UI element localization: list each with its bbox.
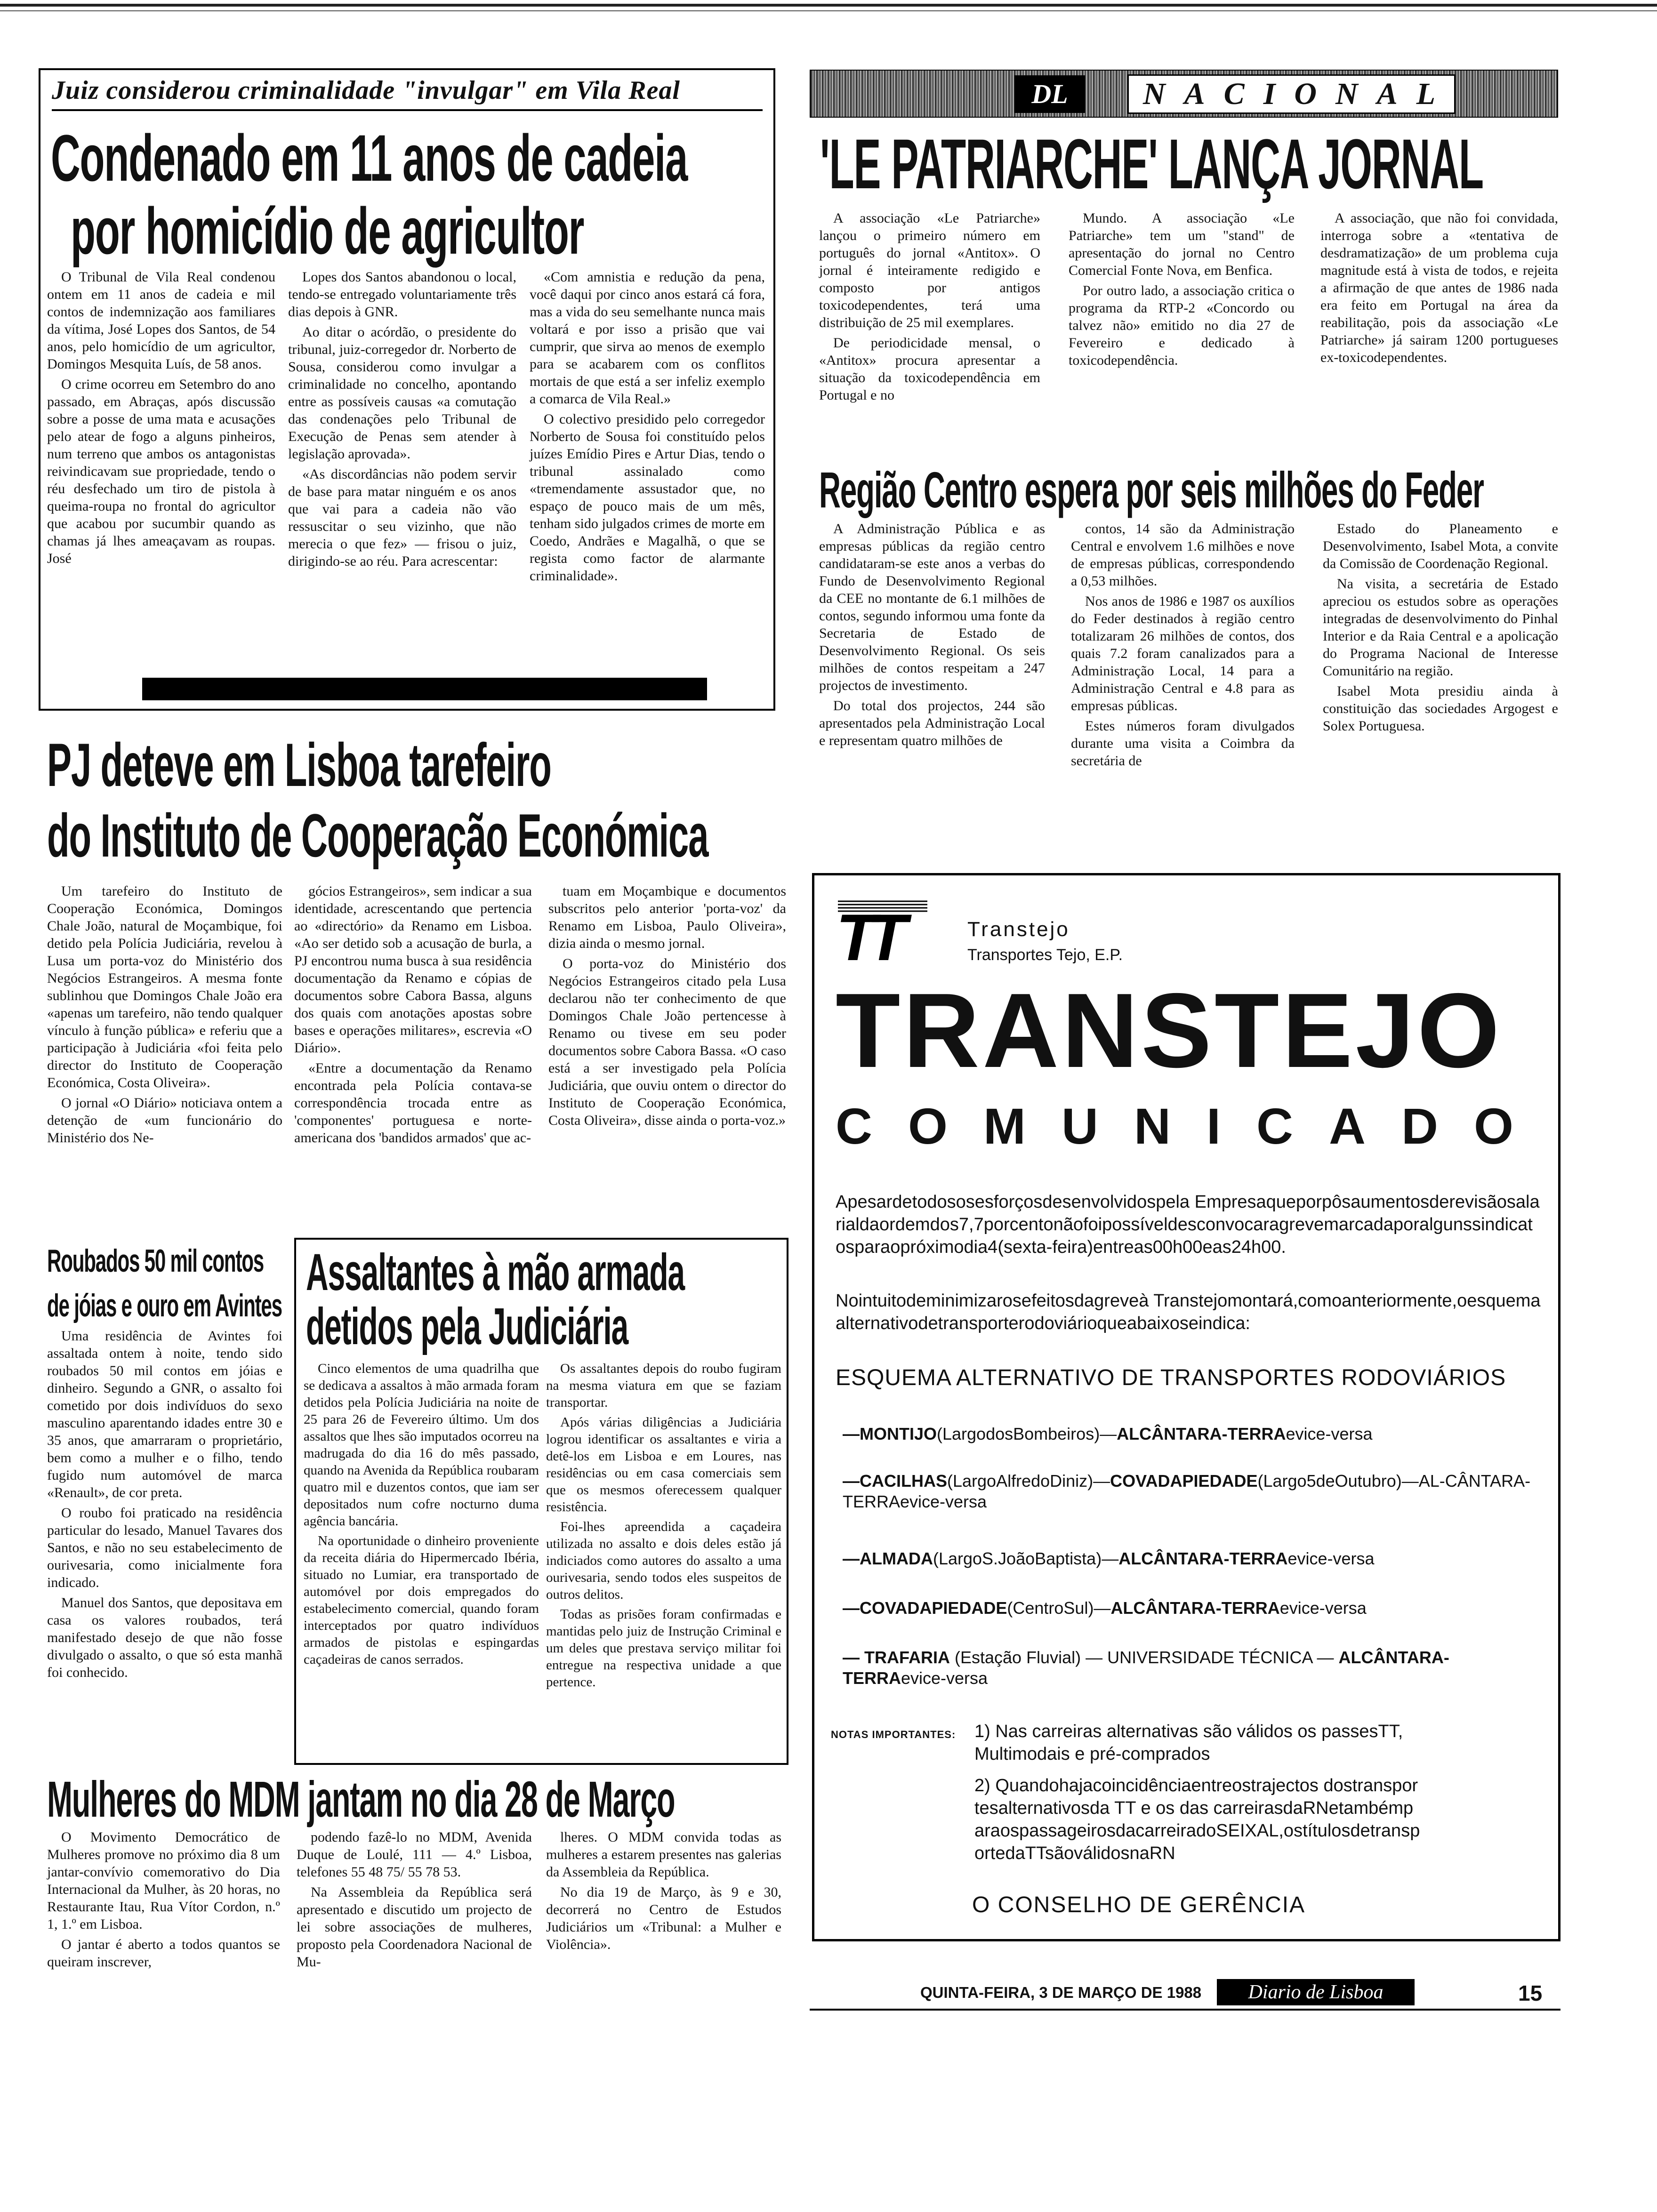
feder-col-2	[1071, 520, 1295, 772]
route-dest: ALCÂNTARA-TERRA	[1110, 1598, 1280, 1618]
pj-col-2	[294, 882, 532, 1149]
paragraph: Do total dos projectos, 244 são apresentados pela Administração Local e representam quatro milhões de	[819, 698, 1045, 748]
advert-paragraph-2: Nointuitodeminimizarosefeitosdagreveà Transtejomontará,comoanteriormente,oesquemaalternativodetransporterodoviárioqueabaixoseindica:	[836, 1291, 1541, 1333]
paragraph: O crime ocorreu em Setembro do ano passado, em Abraças, após discussão sobre a posse de uma mata e acusações pelo atear de fogo a alguns pinheiros, num terreno que ambos os antagonistas reivindicavam sue propriedade, tendo o réu desfechado um tiro de pistola à queima-roupa no frontal do agricultor que acabou por sucumbir quando as chamas já lhes ameaçavam as roupas. José	[47, 377, 275, 566]
paragraph: Após várias diligências a Judiciária logrou identificar os assaltantes e viria a detê-los em Lisboa e em Loures, nas residências ou em casa comerciais sem que os mesmos oferecessem qualquer resistência.	[546, 1415, 781, 1515]
pj-col-1	[47, 882, 282, 1149]
armed-col-2	[546, 1360, 781, 1693]
paragraph: Lopes dos Santos abandonou o local, tendo-se entregado voluntariamente três dias depois à GNR.	[288, 269, 516, 320]
route-montijo	[843, 1424, 1539, 1444]
paragraph: Estado do Planeamento e Desenvolvimento, Isabel Mota, a convite da Comissão de Coordenação Regional.	[1323, 521, 1558, 571]
scheme-title: ESQUEMA ALTERNATIVO DE TRANSPORTES RODOVIÁRIOS	[836, 1365, 1506, 1390]
paragraph: gócios Estrangeiros», sem indicar a sua identidade, acrescentando que pertencia ao «directório» da Renamo em Lisboa. «Ao ser detido sob a acusação de burla, a PJ encontrou numa busca à sua residência documentação da Renamo e cópias de documentos sobre Cabora Bassa, alguns dos quais com anotações apostas sobre bases e operações militares», escrevia «O Diário».	[294, 883, 532, 1056]
route-via: (Estação Fluvial) — UNIVERSIDADE TÉCNICA —	[950, 1648, 1339, 1667]
route-via: (LargodosBombeiros)—	[937, 1424, 1117, 1443]
paragraph: Um tarefeiro do Instituto de Cooperação Económica, Domingos Chale João, natural de Moçambique, foi detido pela Polícia Judiciária, revelou à Lusa um porta-voz do Ministério dos Negócios Estrangeiros. A mesma fonte sublinhou que Domingos Chale João era «apenas um tarefeiro, não tendo qualquer vínculo à função pública» e referiu que a participação à Judiciária «foi feita pelo director do Instituto de Cooperação Económica, Costa Oliveira».	[47, 883, 282, 1090]
armed-headline-2: detidos pela Judiciária	[306, 1298, 628, 1355]
paragraph: Na visita, a secretária de Estado apreciou os estudos sobre as operações integradas de desenvolvimento do Pinhal Interior e da Raia Central e a apolicação do Programa Nacional de Interesse Comunitário na região.	[1323, 576, 1558, 679]
mdm-col-1	[47, 1828, 280, 1973]
section-label	[1127, 74, 1456, 114]
page-number: 15	[1518, 1981, 1543, 2005]
pj-headline-2: do Instituto de Cooperação Económica	[47, 801, 708, 870]
route-via: (CentroSul)—	[1007, 1598, 1111, 1618]
paragraph: Cinco elementos de uma quadrilha que se dedicava a assaltos à mão armada foram detidos pela Polícia Judiciária na noite de 25 para 26 de Fevereiro último. Um dos assaltos que lhes são imputados ocorreu na madrugada do dia 16 do mês passado, quando na Avenida da República roubaram quatro mil e duzentos contos, que iam ser depositados num cofre nocturno duma agência bancária.	[304, 1361, 539, 1529]
footer-masthead: Diario de Lisboa	[1217, 1979, 1415, 2005]
route-dest: COVADAPIEDADE	[1110, 1471, 1258, 1491]
route-tail: evice-versa	[901, 1668, 988, 1688]
patriarche-col-3	[1320, 209, 1558, 369]
feder-col-3	[1323, 520, 1558, 737]
footer-rule	[810, 2009, 1560, 2011]
armed-col-1	[304, 1360, 539, 1671]
route-lead: — TRAFARIA	[843, 1648, 950, 1667]
route-lead: —ALMADA	[843, 1549, 933, 1568]
paragraph: Uma residência de Avintes foi assaltada ontem à noite, tendo sido roubados 50 mil contos em jóias e dinheiro. Segundo a GNR, o assalto foi cometido por dois indivíduos do sexo masculino aparentando idades entre 30 e 35 anos, que amarraram o proprietário, bem como a mulher e o filho, tendo fugido num automóvel de marca «Renault», de cor preta.	[47, 1328, 282, 1500]
logo-letters: TT	[836, 900, 898, 965]
note-2: 2) Quandohajacoincidênciaentreostrajectos dostransportesalternativosda TT e os das carreirasdaRNetambémparaospassageirosdacarreiradoSEIXAL,ostítulosdetransportedaTTsãoválidosnaRN	[974, 1776, 1420, 1863]
mdm-col-3	[546, 1828, 781, 1956]
dl-logo: DL	[1014, 75, 1085, 113]
paragraph: De periodicidade mensal, o «Antitox» procura apresentar a situação da toxicodependência em Portugal e no	[819, 335, 1040, 403]
route-dest: ALCÂNTARA-TERRA	[1118, 1549, 1288, 1568]
paragraph: A associação «Le Patriarche» lançou o primeiro número em português do jornal «Antitox». O jornal é inteiramente redigido e composto por antigos toxicodependentes, terá uma distribuição de 25 mil exemplares.	[819, 210, 1040, 330]
black-bar-rule	[142, 678, 707, 700]
paragraph: lheres. O MDM convida todas as mulheres a estarem presentes nas galerias da Assembleia da República.	[546, 1829, 781, 1880]
paragraph: O jantar é aberto a todos quantos se queiram inscrever,	[47, 1937, 280, 1970]
route-dest: ALCÂNTARA-TERRA	[843, 1648, 1449, 1688]
patriarche-col-1	[819, 209, 1040, 407]
patriarche-col-2	[1069, 209, 1295, 372]
crime-headline-1: Condenado em 11 anos de cadeia	[51, 121, 688, 195]
route-cova-da-piedade	[843, 1598, 1539, 1619]
paragraph: O colectivo presidido pelo corregedor Norberto de Sousa foi constituído pelos juízes Emídio Pires e Artur Dias, tendo o tribunal assinalado como «tremendamente assustador que, no espaço de pouco mais de um mês, tenham sido julgados crimes de morte em Coedo, Andrães e Magalhã, o que se regista como factor de alarmante criminalidade».	[530, 411, 765, 584]
route-lead: —COVADAPIEDADE	[843, 1598, 1007, 1618]
advert-title: TRANSTEJO	[836, 971, 1503, 1090]
route-via: (LargoAlfredoDiniz)—	[947, 1471, 1110, 1491]
top-rule	[0, 4, 1657, 7]
crime-col-3	[530, 268, 765, 587]
paragraph: Todas as prisões foram confirmadas e mantidas pelo juiz de Instrução Criminal e um deles que prestava serviço militar foi entregue na respectiva unidade a que pertence.	[546, 1607, 781, 1690]
advert-signature: O CONSELHO DE GERÊNCIA	[972, 1892, 1306, 1917]
robbery-headline-2: de jóias e ouro em Avintes	[47, 1288, 282, 1323]
feder-col-1	[819, 520, 1045, 752]
paragraph: «As discordâncias não podem servir de base para matar ninguém e os anos que vai para a cadeia não vão ressuscitar o seu vizinho, que não merecia o que fez» — frisou o juiz, dirigindo-se ao réu. Para acrescentar:	[288, 466, 516, 569]
paragraph: Ao ditar o acórdão, o presidente do tribunal, juiz-corregedor dr. Norberto de Sousa, considerou como invulgar a criminalidade no concelho, apontando entre as possíveis causas «a comutação das condenações pelo Tribunal de Execução de Penas sem atender à legislação aprovada».	[288, 324, 516, 462]
route-tail: evice-versa	[1279, 1598, 1367, 1618]
route-tail: evice-versa	[1287, 1549, 1375, 1568]
company-name: Transtejo	[967, 918, 1070, 941]
top-rule-thin	[0, 10, 1657, 11]
kicker-underline	[52, 109, 763, 111]
paragraph: Estes números foram divulgados durante uma visita a Coimbra da secretária de	[1071, 718, 1295, 769]
paragraph: No dia 19 de Março, às 9 e 30, decorrerá no Centro de Estudos Judiciários um «Tribunal: a Mulher e Violência».	[546, 1884, 781, 1952]
route-trafaria	[843, 1647, 1539, 1689]
company-fullname: Transportes Tejo, E.P.	[967, 946, 1123, 964]
mdm-headline: Mulheres do MDM jantam no dia 28 de Março	[47, 1771, 675, 1827]
mdm-col-2	[297, 1828, 532, 1973]
paragraph: A Administração Pública e as empresas públicas da região centro candidataram-se este anos a verbas do Fundo de Desenvolvimento Regional da CEE no montante de 6.1 milhões de contos, segundo informou uma fonte da Secretaria de Estado de Desenvolvimento Regional. Os seis milhões de contos respeitam a 247 projectos de investimento.	[819, 521, 1045, 693]
paragraph: tuam em Moçambique e documentos subscritos pelo anterior 'porta-voz' da Renamo em Lisboa, Paulo Oliveira», dizia ainda o mesmo jornal.	[548, 883, 786, 951]
paragraph: contos, 14 são da Administração Central e envolvem 1.6 milhões e nove de empresas públicas, correspondendo a 0,53 milhões.	[1071, 521, 1295, 589]
crime-headline-2: por homicídio de agricultor	[71, 194, 584, 268]
robbery-headline-1: Roubados 50 mil contos	[47, 1243, 264, 1279]
paragraph: Nos anos de 1986 e 1987 os auxílios do Feder destinados à região centro totalizaram 26 milhões de contos, dos quais 7.2 foram canalizados para a Administração Local, 14 para a Administração Central e 4.8 para as empresas públicas.	[1071, 593, 1295, 713]
paragraph: O porta-voz do Ministério dos Negócios Estrangeiros citado pela Lusa declarou não ter conhecimento de que Domingos Chale João pertencesse à Renamo ou tivese em seu poder documentos sobre Cabora Bassa. «O caso está a ser investigado pela Polícia Judiciária, que ouviu ontem o director do Instituto de Cooperação Económica, Costa Oliveira», disse ainda o porta-voz.»	[548, 956, 786, 1128]
section-label-text: NACIONAL	[1127, 74, 1456, 114]
pj-col-3	[548, 882, 786, 1132]
paragraph: Na Assembleia da República será apresentado e discutido um projecto de lei sobre associações de mulheres, proposto pela Coordenadora Nacional de Mu-	[297, 1884, 532, 1970]
advert-subtitle: COMUNICADO	[836, 1098, 1549, 1154]
paragraph: «Com amnistia e redução da pena, você daqui por cinco anos estará cá fora, mas a vida do seu semelhante nunca mais voltará e por isso a prisão que vai cumprir, que sirva ao menos de exemplo para se acabarem com os conflitos mortais de que está a ser infeliz exemplo a comarca de Vila Real.»	[530, 269, 765, 407]
paragraph: A associação, que não foi convidada, interroga sobre a «tentativa de desdramatização» de um problema cuja magnitude está à vista de todos, e rejeita a afirmação de que antes de 1986 nada era feito em Portugal na área da reabilitação, pois da associação «Le Patriarche» já sairam 1200 portugueses ex-toxicodependentes.	[1320, 210, 1558, 365]
route-lead: —CACILHAS	[843, 1471, 947, 1491]
route-almada	[843, 1548, 1539, 1569]
route-cacilhas	[843, 1471, 1539, 1512]
paragraph: O roubo foi praticado na residência particular do lesado, Manuel Tavares dos Santos, e não no seu estabelecimento de ourivesaria, como inicialmente fora indicado.	[47, 1505, 282, 1590]
paragraph: «Entre a documentação da Renamo encontrada pela Polícia contava-se correspondência trocada entre as 'componentes' portuguesa e norte-americana dos 'bandidos armados' que ac-	[294, 1060, 532, 1146]
paragraph: O Movimento Democrático de Mulheres promove no próximo dia 8 um jantar-convívio comemorativo do Dia Internacional da Mulher, às 20 horas, no Restaurante Itau, Rua Vítor Cordon, n.º 1, 1.º em Lisboa.	[47, 1829, 280, 1932]
footer-date: QUINTA-FEIRA, 3 DE MARÇO DE 1988	[920, 1984, 1202, 2001]
armed-headline-1: Assaltantes à mão armada	[306, 1243, 684, 1301]
route-lead: —MONTIJO	[843, 1424, 937, 1443]
paragraph: Os assaltantes depois do roubo fugiram na mesma viatura em que se faziam transportar.	[546, 1361, 781, 1410]
route-dest: ALCÂNTARA-TERRA	[1117, 1424, 1286, 1443]
advert-paragraph-1: Apesardetodososesforçosdesenvolvidospela Empresaqueporpôsaumentosderevisãosalarialdaordemdos7,7porcentonãofoipossíveldesconvocaragrevemarcadaporalgunssindicatosparaopróximodia4(sexta-feira)entreas00h00eas24h00.	[836, 1192, 1540, 1257]
paragraph: podendo fazê-lo no MDM, Avenida Duque de Loulé, 111 — 4.º Lisboa, telefones 55 48 75/ 55 78 53.	[297, 1829, 532, 1880]
feder-headline: Região Centro espera por seis milhões do Feder	[819, 461, 1484, 518]
paragraph: Isabel Mota presidiu ainda à constituição das sociedades Argogest e Solex Portuguesa.	[1323, 683, 1558, 734]
route-tail: evice-versa	[1286, 1424, 1373, 1443]
paragraph: Mundo. A associação «Le Patriarche» tem um "stand" de apresentação do jornal no Centro Comercial Fonte Nova, em Benfica.	[1069, 210, 1295, 278]
crime-kicker: Juiz considerou criminalidade "invulgar" em Vila Real	[52, 76, 680, 105]
paragraph: Foi-lhes apreendida a caçadeira utilizada no assalto e dois deles estão já indiciados como autores do assalto a uma ourivesaria, sendo todos eles suspeitos de outros delitos.	[546, 1519, 781, 1602]
patriarche-headline: 'LE PATRIARCHE' LANÇA JORNAL	[820, 124, 1483, 203]
paragraph: Por outro lado, a associação critica o programa da RTP-2 «Concordo ou talvez não» emitido no dia 27 de Fevereiro e dedicado à toxicodependência.	[1069, 283, 1295, 368]
paragraph: Manuel dos Santos, que depositava em casa os valores roubados, terá manifestado desejo de que não fosse divulgado o assalto, o que só esta manhã foi conhecido.	[47, 1595, 282, 1680]
pj-headline-1: PJ deteve em Lisboa tarefeiro	[47, 730, 551, 799]
robbery-col	[47, 1327, 282, 1684]
notes-label: NOTAS IMPORTANTES:	[831, 1729, 956, 1740]
crime-col-2	[288, 268, 516, 573]
crime-col-1	[47, 268, 275, 570]
paragraph: O Tribunal de Vila Real condenou ontem em 11 anos de cadeia e mil contos de indemnização aos familiares da vítima, José Lopes dos Santos, de 54 anos, pelo homicídio de um agricultor, Domingos Mesquita Luís, de 58 anos.	[47, 269, 275, 372]
transtejo-logo-icon	[833, 894, 932, 965]
route-via: (LargoS.JoãoBaptista)—	[933, 1549, 1119, 1568]
paragraph: O jornal «O Diário» noticiava ontem a detenção de «um funcionário do Ministério dos Ne-	[47, 1095, 282, 1146]
paragraph: Na oportunidade o dinheiro proveniente da receita diária do Hipermercado Ibéria, situado no Lumiar, era transportado de automóvel por dois empregados do estabelecimento comercial, quando foram interceptados por quatro indivíduos armados de pistolas e espingardas caçadeiras de canos serrados.	[304, 1533, 539, 1667]
note-1: 1) Nas carreiras alternativas são válidos os passesTT, Multimodais e pré-comprados	[974, 1722, 1403, 1764]
route-tail: (Largo5deOutubro)—AL-CÂNTARA-TERRAevice-versa	[843, 1471, 1531, 1511]
